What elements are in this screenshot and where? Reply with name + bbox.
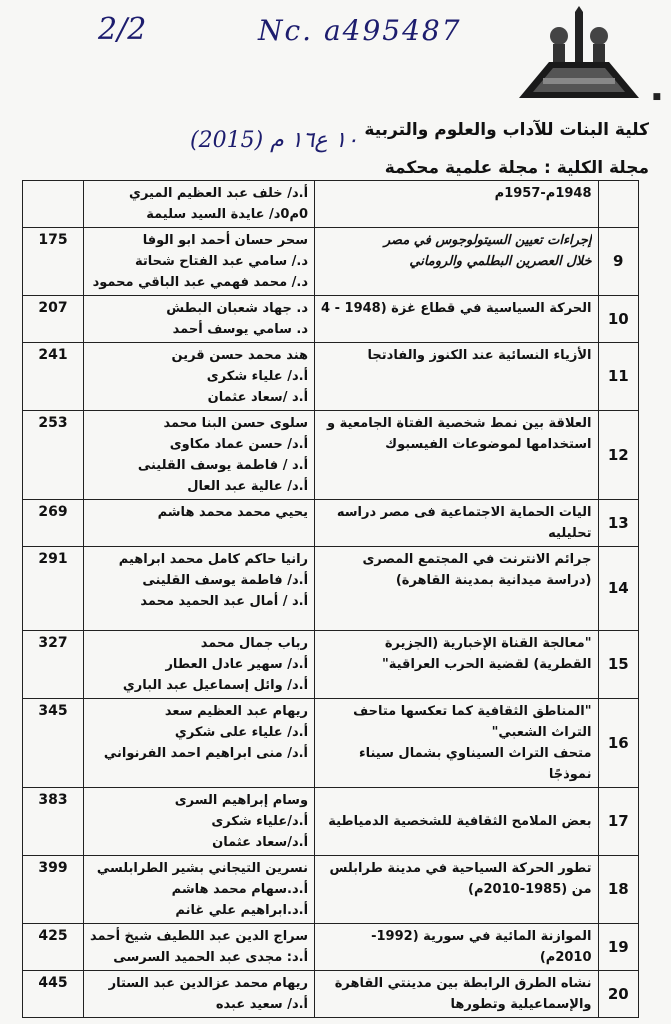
article-authors (83, 296, 314, 343)
article-authors (83, 971, 314, 1018)
author-line: أ.د/علياء شكرى (211, 814, 309, 829)
article-title (315, 924, 598, 971)
author-line: هند محمد حسن قرين (171, 348, 309, 363)
contents-table (22, 180, 639, 1018)
handwritten-reference-number: Nc. a495487 (258, 14, 462, 47)
table-row (23, 411, 639, 500)
row-number: 10 (598, 296, 639, 343)
page-number: 399 (23, 856, 84, 924)
author-line: أ.د /سعاد عثمان (207, 390, 309, 405)
article-title (315, 343, 598, 411)
author-line: سراج الدين عبد اللطيف شيخ أحمد (89, 929, 309, 944)
article-authors (83, 547, 314, 631)
article-title (315, 411, 598, 500)
article-authors (83, 228, 314, 296)
row-number: 16 (598, 699, 639, 788)
author-line: أ.د / أمال عبد الحميد محمد (140, 594, 309, 609)
article-authors (83, 343, 314, 411)
author-line: أ.د/ وائل إسماعيل عبد الباري (122, 678, 309, 693)
article-title-line: "معالجة القناة الإخبارية (الجزيرة (384, 636, 592, 651)
page-number: 327 (23, 631, 84, 699)
article-title-line: "المناطق الثقافية كما تعكسها متاحف (353, 704, 592, 719)
article-title-line: نشاه الطرق الرابطة بين مدينتي القاهرة (334, 976, 592, 991)
table-row (23, 343, 639, 411)
article-authors (83, 856, 314, 924)
author-line: أ.د/سعاد عثمان (212, 835, 309, 850)
article-title (315, 971, 598, 1018)
article-title-line: متحف التراث السيناوي بشمال سيناء (358, 746, 592, 761)
row-number: 14 (598, 547, 639, 631)
row-number: 18 (598, 856, 639, 924)
row-number (598, 181, 639, 228)
article-title (315, 856, 598, 924)
author-line: رباب جمال محمد (200, 636, 309, 651)
author-line: نسرين التيجاني بشير الطرابلسي (96, 861, 309, 876)
table-row (23, 971, 639, 1018)
author-line: 0م0د/ عايدة السيد سليمة (146, 207, 309, 222)
author-line: ريهام محمد عزالدين عبد الستار (108, 976, 309, 991)
author-line: د. جهاد شعبان البطش (166, 301, 309, 316)
author-line: أ.د/ حسن عماد مكاوى (169, 437, 309, 452)
article-authors (83, 631, 314, 699)
row-number: 11 (598, 343, 639, 411)
article-title (315, 296, 598, 343)
table-row (23, 228, 639, 296)
article-title-line: استخدامها لموضوعات الفيسبوك (385, 437, 592, 452)
page-number: 175 (23, 228, 84, 296)
journal-name: مجلة الكلية : مجلة علمية محكمة (384, 158, 649, 178)
article-title-line: تحليليه (548, 526, 592, 541)
page-number: 383 (23, 788, 84, 856)
article-title-line: 1948م-1957م (494, 186, 592, 201)
article-title-line: الحركة السياسية في قطاع غزة (1948 - 4 (321, 301, 592, 316)
table-row (23, 296, 639, 343)
author-line: أ.د: مجدى عبد الحميد السرسى (113, 950, 309, 965)
article-title-line: نموذجًا (548, 767, 592, 782)
article-title-line: إجراءات تعيين السيتولوجوس في مصر (383, 233, 592, 248)
row-number: 17 (598, 788, 639, 856)
article-authors (83, 699, 314, 788)
author-line: سحر حسان أحمد ابو الوفا (142, 233, 309, 248)
page-number: 291 (23, 547, 84, 631)
table-row (23, 547, 639, 631)
row-number: 15 (598, 631, 639, 699)
article-title-line: والإسماعيلية وتطورها (450, 997, 592, 1012)
table-row (23, 924, 639, 971)
author-line: أ.د / فاطمة يوسف القلينى (137, 458, 309, 473)
table-row (23, 500, 639, 547)
article-authors (83, 788, 314, 856)
row-number: 9 (598, 228, 639, 296)
article-title-line: العلاقة بين نمط شخصية الفتاة الجامعية و (327, 416, 592, 431)
margin-mark: ■ (652, 92, 661, 102)
author-line: سلوى حسن البنا محمد (163, 416, 309, 431)
handwritten-issue-note: (2015) ١٠ ع١٦ م (190, 128, 359, 153)
author-line: وسام إبراهيم السرى (174, 793, 309, 808)
author-line: أ.د/ فاطمة يوسف القلينى (142, 573, 309, 588)
article-title (315, 228, 598, 296)
author-line: ريهام عبد العظيم سعد (164, 704, 309, 719)
author-line: أ.د.سهام محمد هاشم (171, 882, 309, 897)
row-number: 20 (598, 971, 639, 1018)
article-title-line: اليات الحماية الاجتماعية فى مصر دراسه (336, 505, 592, 520)
article-title-line (321, 790, 591, 811)
author-line: أ.د/ عالية عبد العال (187, 479, 309, 494)
article-title-line: الموازنة المائية في سورية (1992- (371, 929, 592, 944)
article-title (315, 547, 598, 631)
article-title-line: خلال العصرين البطلمي والروماني (409, 254, 592, 269)
row-number: 12 (598, 411, 639, 500)
university-logo (509, 6, 649, 102)
article-authors (83, 181, 314, 228)
page-number: 425 (23, 924, 84, 971)
author-line: يحيي محمد محمد هاشم (157, 505, 309, 520)
page-number: 269 (23, 500, 84, 547)
article-title-line: تطور الحركة السياحية في مدينة طرابلس (329, 861, 592, 876)
page-number (23, 181, 84, 228)
author-line: أ.د/ علياء شكرى (206, 369, 309, 384)
table-row (23, 699, 639, 788)
article-title-line: القطرية) لقضية الحرب العراقية" (381, 657, 592, 672)
page-number: 241 (23, 343, 84, 411)
row-number: 13 (598, 500, 639, 547)
article-title (315, 500, 598, 547)
author-line: أ.د/ سعيد عبده (215, 997, 309, 1012)
article-authors (83, 924, 314, 971)
author-line: أ.د/ علياء على شكري (174, 725, 309, 740)
article-title-line: التراث الشعبي" (491, 725, 592, 740)
article-title-line: بعض الملامح الثقافية للشخصية الدمياطية (328, 814, 592, 829)
page-number: 253 (23, 411, 84, 500)
article-title-line: من (1985-2010م) (468, 882, 592, 897)
handwritten-page-number: 2/2 (98, 12, 147, 47)
author-line: أ.د/ منى ابراهيم احمد الفرنواني (103, 746, 309, 761)
table-row (23, 856, 639, 924)
faculty-name: كلية البنات للآداب والعلوم والتربية (364, 120, 649, 140)
table-row (23, 788, 639, 856)
author-line: أ.د.ابراهيم علي غانم (175, 903, 309, 918)
page-number: 345 (23, 699, 84, 788)
article-title-line: (دراسة ميدانية بمدينة القاهرة) (395, 573, 592, 588)
article-title-line: الأزياء النسائية عند الكنوز والفادتجا (367, 348, 592, 363)
article-title-line: جرائم الانترنت في المجتمع المصرى (362, 552, 592, 567)
author-line: د./ محمد فهمي عبد الباقي محمود (92, 275, 309, 290)
author-line: أ.د/ سهير عادل العطار (165, 657, 309, 672)
article-title (315, 181, 598, 228)
row-number: 19 (598, 924, 639, 971)
author-line: أ.د/ خلف عبد العظيم الميري (129, 186, 309, 201)
table-row (23, 631, 639, 699)
page-number: 207 (23, 296, 84, 343)
article-authors (83, 411, 314, 500)
article-authors (83, 500, 314, 547)
article-title-line: 2010م) (539, 950, 592, 965)
article-title (315, 699, 598, 788)
table-row (23, 181, 639, 228)
author-line: رانيا حاكم كامل محمد ابراهيم (118, 552, 309, 567)
author-line: د./ سامي عبد الفتاح شحاتة (134, 254, 309, 269)
article-title (315, 788, 598, 856)
page-number: 445 (23, 971, 84, 1018)
author-line: د. سامي يوسف أحمد (172, 322, 309, 337)
article-title (315, 631, 598, 699)
